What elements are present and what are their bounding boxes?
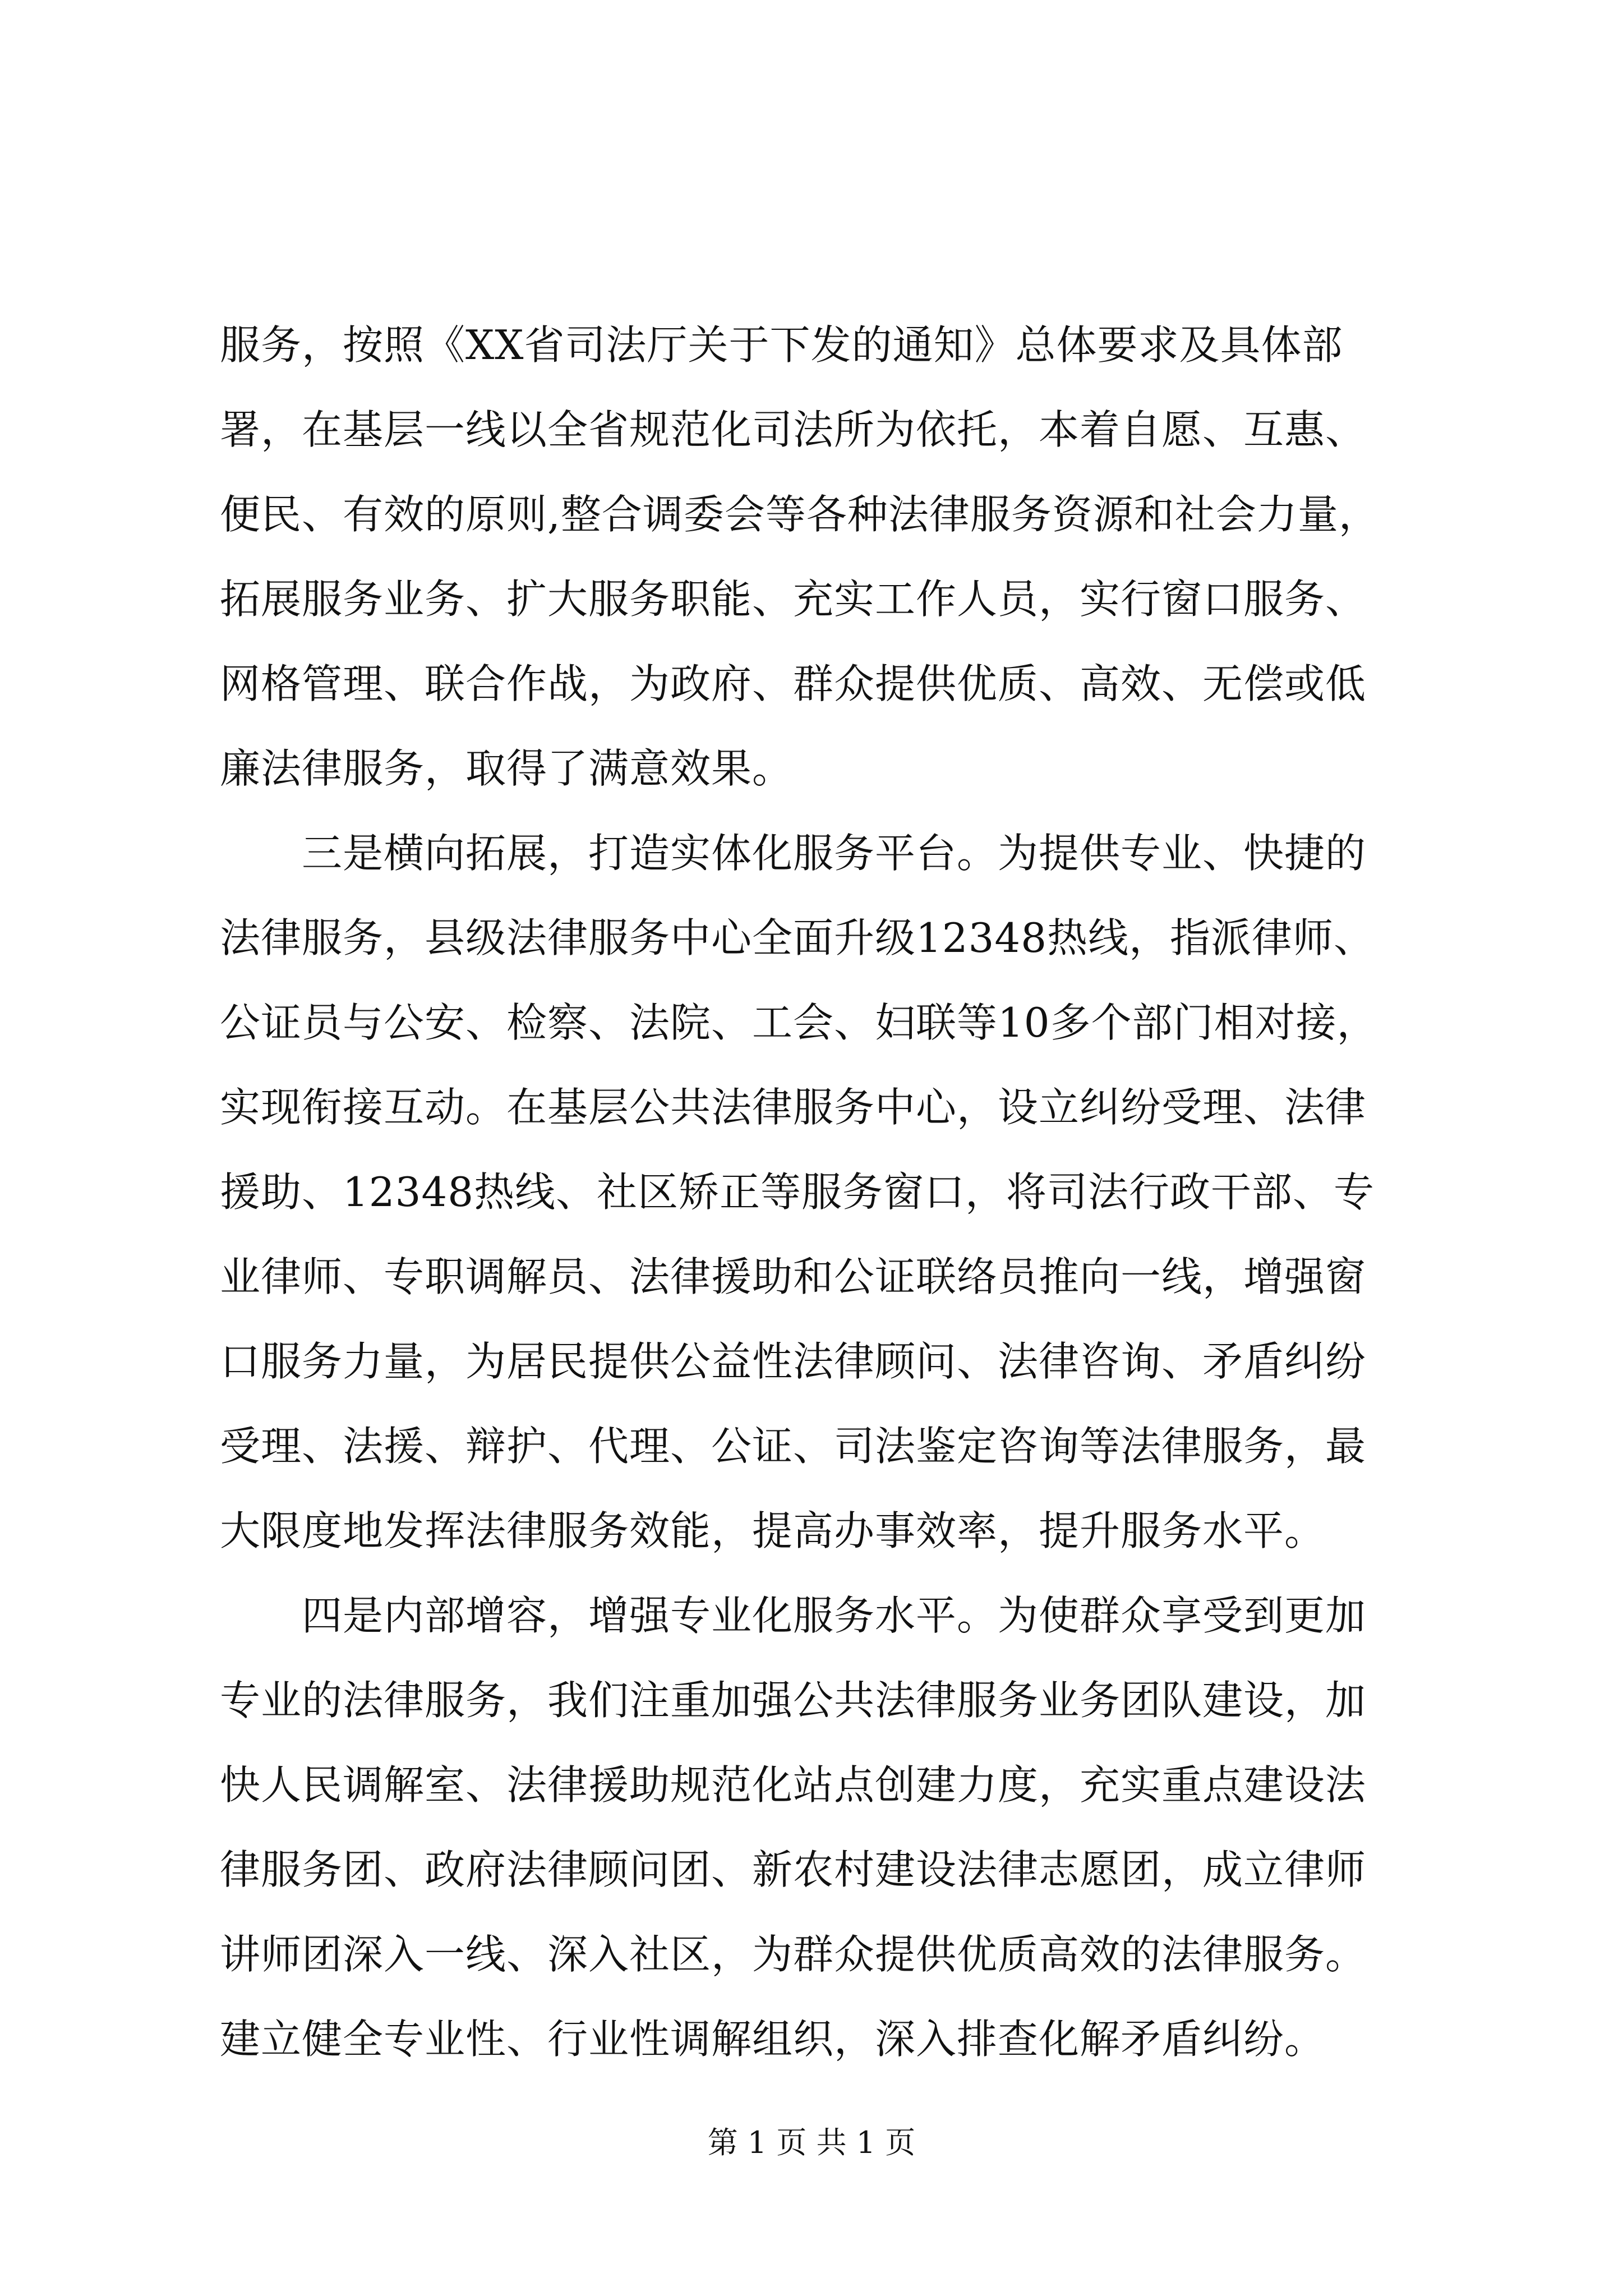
text-line: 四是内部增容，增强专业化服务水平。为使群众享受到更加: [220, 1592, 1367, 1639]
text-line: 服务，按照《XX省司法厅关于下发的通知》总体要求及具体部: [220, 321, 1343, 369]
text-line: 公证员与公安、检察、法院、工会、妇联等10多个部门相对接，: [220, 999, 1378, 1046]
text-line: 署，在基层一线以全省规范化司法所为依托，本着自愿、互惠、: [220, 406, 1367, 453]
text-line: 拓展服务业务、扩大服务职能、充实工作人员，实行窗口服务、: [220, 576, 1367, 623]
document-body: [220, 303, 1409, 2082]
text-line: 廉法律服务，取得了满意效果。: [220, 745, 794, 792]
text-line: 便民、有效的原则,整合调委会等各种法律服务资源和社会力量，: [220, 491, 1380, 538]
text-line: 网格管理、联合作战，为政府、群众提供优质、高效、无偿或低: [220, 660, 1367, 707]
text-line: 三是横向拓展，打造实体化服务平台。为提供专业、快捷的: [220, 830, 1367, 877]
text-line: 援助、12348热线、社区矫正等服务窗口，将司法行政干部、专: [220, 1168, 1375, 1216]
text-line: 受理、法援、辩护、代理、公证、司法鉴定咨询等法律服务，最: [220, 1423, 1367, 1470]
text-line: 快人民调解室、法律援助规范化站点创建力度，充实重点建设法: [220, 1761, 1367, 1809]
text-line: 口服务力量，为居民提供公益性法律顾问、法律咨询、矛盾纠纷: [220, 1338, 1367, 1385]
text-line: 大限度地发挥法律服务效能，提高办事效率，提升服务水平。: [220, 1507, 1326, 1554]
text-line: 专业的法律服务，我们注重加强公共法律服务业务团队建设，加: [220, 1677, 1367, 1724]
text-line: 业律师、专职调解员、法律援助和公证联络员推向一线，增强窗: [220, 1253, 1367, 1300]
text-line: 法律服务，县级法律服务中心全面升级12348热线，指派律师、: [220, 914, 1375, 961]
page-number-footer: 第 1 页 共 1 页: [707, 2125, 916, 2160]
text-line: 讲师团深入一线、深入社区，为群众提供优质高效的法律服务。: [220, 1931, 1367, 1978]
text-line: 实现衔接互动。在基层公共法律服务中心，设立纠纷受理、法律: [220, 1084, 1367, 1131]
text-line: 律服务团、政府法律顾问团、新农村建设法律志愿团，成立律师: [220, 1846, 1367, 1893]
text-line: 建立健全专业性、行业性调解组织，深入排查化解矛盾纠纷。: [220, 2016, 1326, 2063]
